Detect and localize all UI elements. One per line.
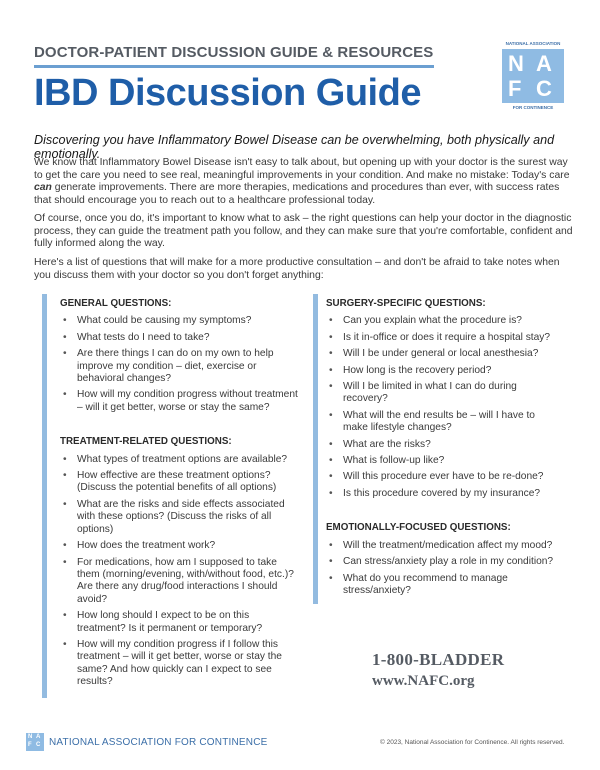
footer-logo (26, 733, 44, 751)
list-item: • How long is the recovery period? (326, 365, 562, 377)
intro-paragraph-1 (34, 157, 574, 208)
list-item: • Will the treatment/medication affect my mood? (326, 540, 562, 552)
emotional-questions-list (326, 540, 562, 598)
list-item: • What are the risks? (326, 439, 562, 451)
website-link[interactable]: www.NAFC.org (372, 673, 475, 689)
footer-logo-f: F (28, 742, 32, 748)
list-item: • What will the end results be – will I have to make lifestyle changes? (326, 410, 562, 435)
footer-logo-c: C (36, 742, 41, 748)
general-questions-list (60, 315, 300, 414)
list-item: • How will my condition progress without treatment – will it get better, worse or stay the same? (60, 389, 300, 414)
list-item: • Will this procedure ever have to be re-done? (326, 471, 562, 483)
logo-top-text: NATIONAL ASSOCIATION (505, 41, 561, 46)
logo-bottom-text: FOR CONTINENCE (512, 105, 554, 110)
footer-logo-a: A (36, 734, 41, 740)
logo-letter-c: C (536, 76, 552, 101)
list-item: • What tests do I need to take? (60, 332, 300, 344)
list-item: • Are there things I can do on my own to help improve my condition – diet, exercise or behavioral changes? (60, 348, 300, 385)
list-item: • Will I be limited in what I can do during recovery? (326, 381, 562, 406)
page-title: IBD Discussion Guide (34, 72, 421, 114)
intro-paragraph-3: Here's a list of questions that will make for a more productive consultation – and don't be afraid to take notes when you discuss them with your doctor so you don't forget anything: (34, 257, 560, 281)
list-item: • Can you explain what the procedure is? (326, 315, 562, 327)
right-column (326, 298, 562, 601)
logo-letter-f: F (508, 76, 522, 101)
list-item: • Can stress/anxiety play a role in my condition? (326, 556, 562, 568)
list-item: • How long should I expect to be on this treatment? Is it permanent or temporary? (60, 610, 300, 635)
left-column (60, 298, 300, 693)
list-item: • How will my condition progress if I follow this treatment – will it get better, worse or stay the same? And how quickly can I expect to see results? (60, 639, 300, 689)
footer-logo-n: N (28, 734, 33, 740)
list-item: • Will I be under general or local anesthesia? (326, 348, 562, 360)
tagline: Discovering you have Inflammatory Bowel Disease can be overwhelming, both physically and emotionally. (34, 133, 555, 161)
contact-info (372, 650, 522, 690)
list-item: • What do you recommend to manage stress/anxiety? (326, 573, 562, 598)
surgery-questions-list (326, 315, 562, 500)
general-questions-heading: GENERAL QUESTIONS: (60, 298, 172, 309)
list-item: • What is follow-up like? (326, 455, 562, 467)
p1-emphasis: can (34, 182, 52, 194)
list-item: • What are the risks and side effects associated with these options? (Discuss the risks of all options) (60, 499, 300, 536)
page-header (34, 44, 494, 115)
logo-letter-n: N (508, 51, 524, 76)
footer-copyright: © 2023, National Association for Continence. All rights reserved. (380, 739, 565, 746)
treatment-questions-heading: TREATMENT-RELATED QUESTIONS: (60, 436, 232, 448)
surgery-questions-heading: SURGERY-SPECIFIC QUESTIONS: (326, 298, 486, 309)
treatment-questions-list (60, 454, 300, 689)
p1-text-before: We know that Inflammatory Bowel Disease isn't easy to talk about, but opening up with your doctor is the surest way to get the care you need to see real, meaningful improvements in your condition. And make no mistake: Today's care (34, 157, 570, 181)
left-accent-bar (42, 294, 47, 698)
list-item: • How does the treatment work? (60, 540, 300, 552)
p1-text-after: generate improvements. There are more therapies, medications and procedures than ever, with success rates that should encourage you to reach out to a healthcare professional today. (34, 182, 560, 207)
logo-box (502, 49, 564, 103)
page-subtitle: DOCTOR-PATIENT DISCUSSION GUIDE & RESOURCES (34, 44, 434, 68)
list-item: • What could be causing my symptoms? (60, 315, 300, 327)
emotional-questions-heading: EMOTIONALLY-FOCUSED QUESTIONS: (326, 522, 511, 534)
right-accent-bar (313, 294, 318, 604)
list-item: • For medications, how am I supposed to take them (morning/evening, with/without food, etc.)? Are there any drug/food interactions I should avoid? (60, 557, 300, 607)
list-item: • Is this procedure covered by my insurance? (326, 488, 562, 500)
logo-letter-a: A (536, 51, 552, 76)
list-item: • What types of treatment options are available? (60, 454, 300, 466)
list-item: • How effective are these treatment options? (Discuss the potential benefits of all options) (60, 470, 300, 495)
footer-org-name: NATIONAL ASSOCIATION FOR CONTINENCE (49, 737, 268, 748)
phone-number: 1-800-BLADDER (372, 650, 505, 669)
intro-paragraph-2: Of course, once you do, it's important to know what to ask – the right questions can help your doctor in the diagnostic process, they can guide the treatment path you follow, and they can make sure that you're comfortable, confident and fully informed along the way. (34, 213, 573, 250)
nafc-logo (502, 41, 564, 111)
list-item: • Is it in-office or does it require a hospital stay? (326, 332, 562, 344)
